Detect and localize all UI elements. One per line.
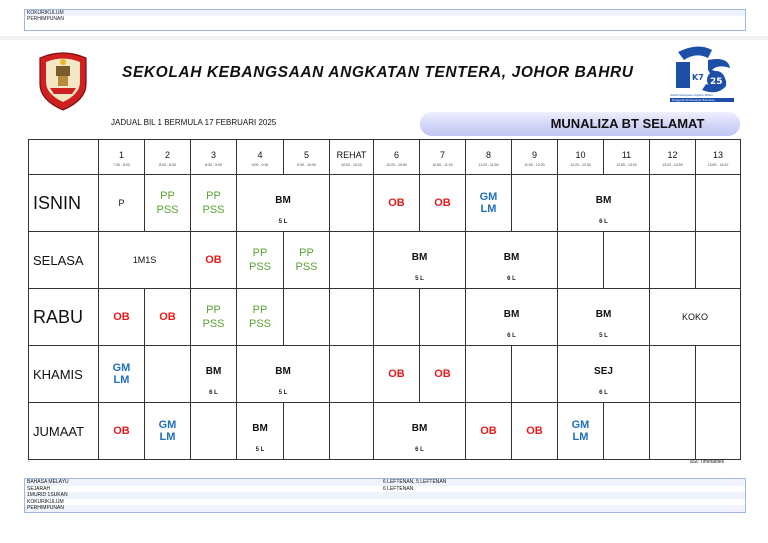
- period-header: 4 9:00 - 9:30: [237, 140, 284, 175]
- lesson-cell: [191, 289, 237, 346]
- subject-code: BM: [411, 423, 428, 434]
- lesson-cell: [558, 403, 604, 460]
- day-row-khamis: [29, 346, 741, 403]
- subject-code: PSS: [202, 204, 225, 216]
- subject-code: BM: [595, 309, 612, 320]
- subject-code: LM: [113, 374, 130, 386]
- lesson-cell: OB: [466, 403, 512, 460]
- legend-subject: BAHASA MELAYU: [27, 479, 69, 485]
- empty-cell: [650, 403, 696, 460]
- lesson-cell: [558, 346, 650, 403]
- subject-code: BM: [205, 366, 222, 377]
- class-label: 6 L: [599, 219, 608, 225]
- day-row-jumaat: [29, 403, 741, 460]
- subject-code: BM: [503, 309, 520, 320]
- empty-cell: [696, 346, 741, 403]
- empty-cell: [604, 232, 650, 289]
- day-label: JUMAAT: [29, 403, 99, 460]
- lesson-cell: [145, 403, 191, 460]
- subject-code: PP: [160, 190, 175, 202]
- period-header: 8 11:20 - 11:50: [466, 140, 512, 175]
- subject-code: GM: [158, 419, 177, 431]
- footer-mark: -: [28, 459, 30, 465]
- lesson-cell: [237, 289, 284, 346]
- empty-cell: [650, 175, 696, 232]
- lesson-cell: [466, 175, 512, 232]
- subject-code: BM: [275, 366, 291, 377]
- day-label: ISNIN: [29, 175, 99, 232]
- lesson-cell: OB: [374, 346, 420, 403]
- period-header: 6 10:20 - 10:50: [374, 140, 420, 175]
- subject-code: BM: [275, 195, 291, 206]
- logo-k7-text: K7: [692, 73, 704, 82]
- subject-code: BM: [503, 252, 520, 263]
- break-cell: [330, 289, 374, 346]
- subject-code: LM: [572, 431, 589, 443]
- class-label: 5 L: [599, 333, 608, 339]
- lesson-cell: [466, 232, 558, 289]
- empty-cell: [696, 232, 741, 289]
- anniversary-logo: [668, 44, 736, 104]
- empty-cell: [696, 175, 741, 232]
- day-label: KHAMIS: [29, 346, 99, 403]
- class-label: 5 L: [278, 390, 288, 396]
- period-header: 7 10:50 - 11:20: [420, 140, 466, 175]
- break-cell: [330, 175, 374, 232]
- subject-code: GM: [112, 362, 131, 374]
- legend-subject: SEJARAH: [27, 485, 51, 492]
- period-header: 10 12:20 - 12:50: [558, 140, 604, 175]
- period-header: 11 12:50 - 13:20: [604, 140, 650, 175]
- lesson-cell: [558, 289, 650, 346]
- generator-credit: aSc Timetables: [690, 459, 725, 465]
- break-cell: [330, 346, 374, 403]
- lesson-cell: OB: [374, 175, 420, 232]
- day-row-selasa: [29, 232, 741, 289]
- period-header: 1 7:30 - 8:00: [99, 140, 145, 175]
- lesson-cell: OB: [420, 346, 466, 403]
- subject-code: PP: [206, 304, 221, 316]
- empty-cell: [145, 346, 191, 403]
- break-cell: [330, 403, 374, 460]
- lesson-cell: OB: [99, 403, 145, 460]
- empty-cell: [512, 346, 558, 403]
- empty-cell: [284, 403, 330, 460]
- timetable-version: JADUAL BIL 1 BERMULA 17 FEBRUARI 2025: [111, 118, 277, 127]
- lesson-cell: [237, 346, 330, 403]
- empty-cell: [284, 289, 330, 346]
- legend-classes: 6 LEFTENAN, 5 LEFTENAN: [383, 479, 447, 485]
- teacher-name: MUNALIZA BT SELAMAT: [550, 116, 705, 131]
- day-row-isnin: [29, 175, 741, 232]
- school-crest-logo: [36, 50, 90, 112]
- subject-code: BM: [595, 195, 612, 206]
- page-separator: [0, 36, 768, 40]
- timetable-grid: [28, 139, 741, 460]
- period-header-row: [29, 140, 741, 175]
- lesson-cell: [558, 175, 650, 232]
- lesson-cell: [237, 403, 284, 460]
- lesson-cell: [284, 232, 330, 289]
- subject-code: BM: [411, 252, 428, 263]
- empty-cell: [604, 403, 650, 460]
- legend-row: PERHIMPUNAN: [27, 16, 64, 22]
- subject-code: LM: [159, 431, 176, 443]
- subject-code: PP: [206, 190, 221, 202]
- class-label: 5 L: [278, 219, 288, 225]
- empty-cell: [650, 232, 696, 289]
- lesson-cell: [145, 175, 191, 232]
- class-label: 6 L: [209, 390, 218, 396]
- lesson-cell: OB: [99, 289, 145, 346]
- legend-row: [25, 505, 745, 512]
- lesson-cell: KOKO: [650, 289, 741, 346]
- subject-code: PSS: [156, 204, 179, 216]
- empty-cell: [374, 289, 420, 346]
- subject-code: GM: [479, 191, 498, 203]
- class-label: 6 L: [415, 447, 424, 453]
- subject-code: PP: [252, 304, 268, 316]
- lesson-cell: [237, 232, 284, 289]
- logo-badge-text: 25: [710, 77, 723, 87]
- corner-cell: [29, 140, 99, 175]
- lesson-cell: [237, 175, 330, 232]
- break-header: REHAT 10:00 - 10:20: [330, 140, 374, 175]
- subject-code: PSS: [202, 318, 225, 330]
- period-header: 2 8:00 - 8:30: [145, 140, 191, 175]
- empty-cell: [191, 403, 237, 460]
- legend-row: KOKURIKULUM: [25, 10, 745, 16]
- lesson-cell: [99, 346, 145, 403]
- lesson-cell: OB: [420, 175, 466, 232]
- day-label: SELASA: [29, 232, 99, 289]
- lesson-cell: [374, 403, 466, 460]
- period-header: 3 8:30 - 9:00: [191, 140, 237, 175]
- previous-page-legend: [24, 9, 746, 31]
- subject-legend: [24, 478, 746, 513]
- empty-cell: [650, 346, 696, 403]
- subject-code: PSS: [248, 318, 271, 330]
- legend-subject: 1MURID 1SUKAN: [27, 492, 68, 498]
- lesson-cell: [191, 175, 237, 232]
- subject-code: PP: [299, 247, 314, 259]
- school-name: SEKOLAH KEBANGSAAN ANGKATAN TENTERA, JOHOR BAHRU: [122, 64, 634, 81]
- lesson-cell: P: [99, 175, 145, 232]
- lesson-cell: 1M1S: [99, 232, 191, 289]
- class-label: 6 L: [507, 276, 516, 282]
- class-label: 5 L: [415, 276, 424, 282]
- subject-code: PSS: [248, 261, 271, 273]
- lesson-cell: [374, 232, 466, 289]
- subject-code: PSS: [295, 261, 318, 273]
- subject-code: SEJ: [594, 366, 613, 377]
- subject-code: LM: [480, 203, 497, 215]
- period-header: 13 13:50 - 14:20: [696, 140, 741, 175]
- period-header: 5 9:30 - 10:00: [284, 140, 330, 175]
- empty-cell: [696, 403, 741, 460]
- teacher-banner: [420, 112, 740, 136]
- logo-footer: Penggerak Pembelajaran Bermakna: [672, 99, 715, 103]
- logo-tagline: Sekolah Kebangsaan Angkatan Tentera: [670, 94, 713, 97]
- subject-code: BM: [252, 423, 268, 434]
- empty-cell: [558, 232, 604, 289]
- class-label: 6 L: [599, 390, 608, 396]
- lesson-cell: OB: [145, 289, 191, 346]
- empty-cell: [512, 175, 558, 232]
- empty-cell: [466, 346, 512, 403]
- lesson-cell: OB: [512, 403, 558, 460]
- legend-subject: PERHIMPUNAN: [27, 505, 64, 511]
- day-label: RABU: [29, 289, 99, 346]
- day-row-rabu: [29, 289, 741, 346]
- legend-classes: 6 LEFTENAN: [383, 485, 414, 492]
- period-header: 12 13:20 - 13:50: [650, 140, 696, 175]
- lesson-cell: OB: [191, 232, 237, 289]
- lesson-cell: [191, 346, 237, 403]
- class-label: 5 L: [255, 447, 265, 453]
- empty-cell: [420, 289, 466, 346]
- subject-code: GM: [571, 419, 590, 431]
- legend-subject: KOKURIKULUM: [27, 498, 64, 505]
- class-label: 6 L: [507, 333, 516, 339]
- break-cell: [330, 232, 374, 289]
- period-header: 9 11:50 - 12:20: [512, 140, 558, 175]
- subject-code: PP: [252, 247, 268, 259]
- lesson-cell: [466, 289, 558, 346]
